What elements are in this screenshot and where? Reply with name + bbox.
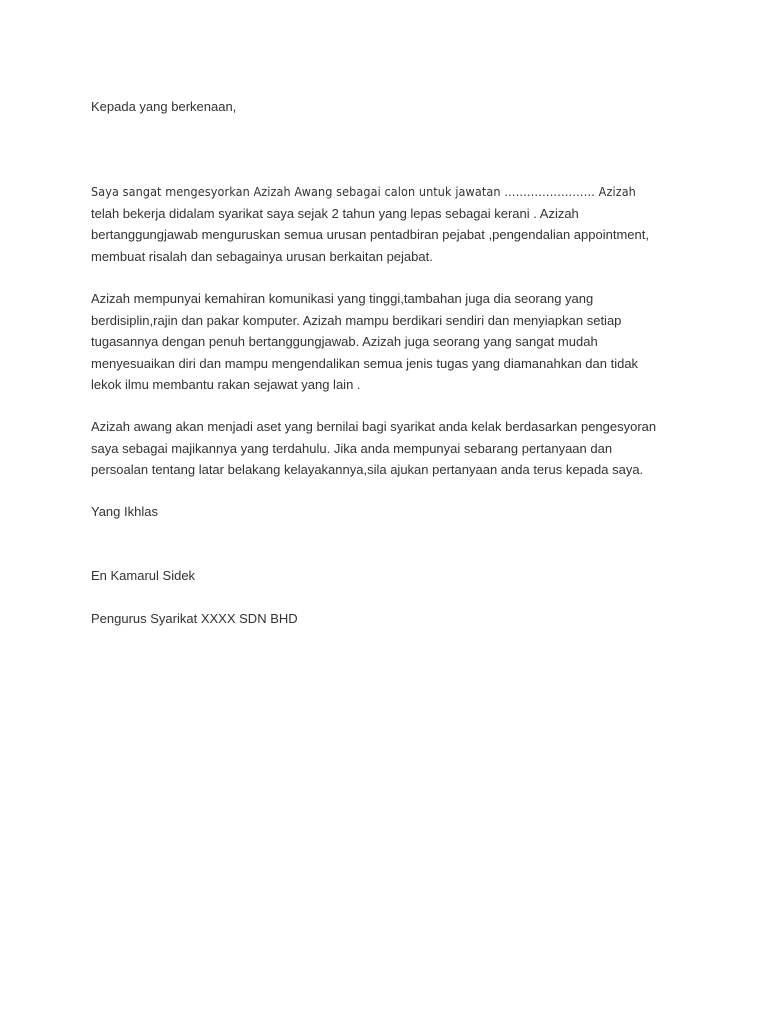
paragraph-line: saya sebagai majikannya yang terdahulu. Jika anda mempunyai sebarang pertanyaan dan (91, 440, 613, 456)
paragraph-skills (91, 288, 691, 396)
paragraph-line: bertanggungjawab menguruskan semua urusan pentadbiran pejabat ,pengendalian appointment, (91, 227, 649, 242)
paragraph-line: Saya sangat mengesyorkan Azizah Awang sebagai calon untuk jawatan …………………… Azizah (91, 184, 636, 199)
signatory-title: Pengurus Syarikat XXXX SDN BHD (91, 611, 298, 626)
paragraph-line: membuat risalah dan sebagainya urusan berkaitan pejabat. (91, 248, 433, 264)
paragraph-closing-remarks (91, 416, 691, 481)
paragraph-line: Azizah mempunyai kemahiran komunikasi yang tinggi,tambahan juga dia seorang yang (91, 291, 594, 306)
salutation: Kepada yang berkenaan, (91, 99, 237, 114)
paragraph-recommendation (91, 181, 691, 267)
paragraph-line: lekok ilmu membantu rakan sejawat yang lain . (91, 377, 361, 392)
paragraph-line: Azizah awang akan menjadi aset yang bernilai bagi syarikat anda kelak berdasarkan pengesyoran (91, 419, 657, 434)
paragraph-line: telah bekerja didalam syarikat saya sejak 2 tahun yang lepas sebagai kerani . Azizah (91, 205, 579, 221)
paragraph-line: berdisiplin,rajin dan pakar komputer. Azizah mampu berdikari sendiri dan menyiapkan setiap (91, 312, 622, 328)
paragraph-line: menyesuaikan diri dan mampu mengendalikan semua jenis tugas yang diamanahkan dan tidak (91, 355, 639, 371)
paragraph-line: tugasannya dengan penuh bertanggungjawab. Azizah juga seorang yang sangat mudah (91, 334, 598, 349)
closing: Yang Ikhlas (91, 504, 158, 519)
signatory-name: En Kamarul Sidek (91, 568, 196, 583)
paragraph-line: persoalan tentang latar belakang kelayakannya,sila ajukan pertanyaan anda terus kepada saya. (91, 462, 644, 477)
